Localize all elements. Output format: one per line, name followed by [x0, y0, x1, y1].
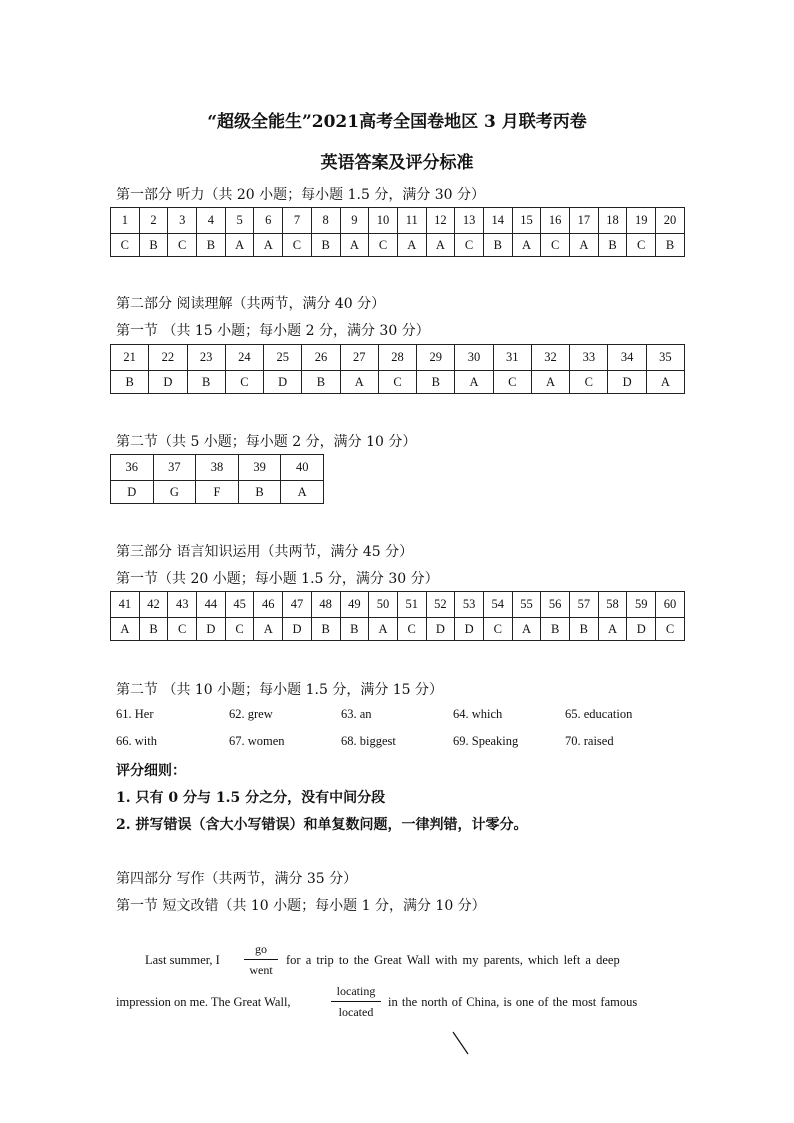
question-number: 8 — [311, 208, 340, 234]
question-number: 36 — [111, 455, 154, 481]
question-number: 41 — [111, 592, 140, 618]
question-number: 29 — [417, 345, 455, 371]
answer-letter: D — [149, 371, 187, 394]
question-number: 50 — [369, 592, 398, 618]
question-number: 17 — [570, 208, 599, 234]
question-number: 52 — [426, 592, 455, 618]
question-number: 32 — [531, 345, 569, 371]
answer-letter: A — [512, 234, 541, 257]
wrong-word: locating — [331, 984, 381, 1002]
question-number: 6 — [254, 208, 283, 234]
corrected-word: located — [338, 1005, 374, 1019]
answer-letter: B — [570, 618, 599, 641]
question-number: 56 — [541, 592, 570, 618]
part2-section2-answer-table — [110, 454, 324, 504]
answer-letter: C — [493, 371, 531, 394]
question-number: 2 — [139, 208, 168, 234]
answer-letter: D — [455, 618, 484, 641]
answer-letter: A — [512, 618, 541, 641]
part4-heading: 第四部分 写作（共两节，满分 35 分） — [116, 871, 358, 887]
answer-letter: B — [483, 234, 512, 257]
answer-letter: C — [283, 234, 312, 257]
answer-letter: A — [340, 234, 369, 257]
answer-letter: D — [111, 481, 154, 504]
answer-letter: A — [340, 371, 378, 394]
deletion-mark — [450, 1030, 472, 1058]
answer-letter: B — [656, 234, 685, 257]
question-number: 12 — [426, 208, 455, 234]
question-number-row — [111, 592, 685, 618]
answer-letter: B — [139, 234, 168, 257]
question-number: 5 — [225, 208, 254, 234]
answer-letter: C — [455, 234, 484, 257]
question-number: 16 — [541, 208, 570, 234]
question-number-row — [111, 455, 324, 481]
part4-section1-heading: 第一节 短文改错（共 10 小题；每小题 1 分，满分 10 分） — [116, 898, 486, 914]
fill-answer: 63. an — [341, 707, 372, 721]
question-number: 14 — [483, 208, 512, 234]
answer-row — [111, 618, 685, 641]
question-number: 9 — [340, 208, 369, 234]
question-number: 24 — [225, 345, 263, 371]
answer-letter: G — [153, 481, 196, 504]
wrong-word: go — [244, 942, 278, 960]
answer-letter: C — [225, 371, 263, 394]
question-number: 25 — [264, 345, 302, 371]
answer-letter: C — [541, 234, 570, 257]
answer-letter: A — [397, 234, 426, 257]
question-number: 47 — [283, 592, 312, 618]
question-number: 3 — [168, 208, 197, 234]
answer-letter: C — [168, 234, 197, 257]
question-number: 20 — [656, 208, 685, 234]
question-number: 38 — [196, 455, 239, 481]
fill-answers-row-1 — [116, 707, 682, 727]
question-number: 54 — [483, 592, 512, 618]
part2-section1-heading: 第一节 （共 15 小题；每小题 2 分，满分 30 分） — [116, 323, 430, 339]
question-number: 11 — [397, 208, 426, 234]
fill-answer: 64. which — [453, 707, 503, 721]
question-number: 39 — [238, 455, 281, 481]
question-number: 27 — [340, 345, 378, 371]
fill-answer: 65. education — [565, 707, 633, 721]
fill-answer: 67. women — [229, 734, 285, 748]
answer-letter: D — [264, 371, 302, 394]
question-number: 21 — [111, 345, 149, 371]
question-number: 34 — [608, 345, 646, 371]
question-number: 4 — [197, 208, 226, 234]
answer-letter: D — [283, 618, 312, 641]
fill-answer: 69. Speaking — [453, 734, 519, 748]
question-number: 46 — [254, 592, 283, 618]
answer-letter: C — [627, 234, 656, 257]
question-number: 7 — [283, 208, 312, 234]
answer-letter: B — [197, 234, 226, 257]
answer-letter: A — [455, 371, 493, 394]
fill-answer: 61. Her — [116, 707, 154, 721]
question-number: 19 — [627, 208, 656, 234]
answer-letter: A — [254, 618, 283, 641]
answer-row — [111, 481, 324, 504]
answer-letter: B — [311, 234, 340, 257]
page-title: “超级全能生”2021高考全国卷地区 3 月联考丙卷 — [207, 112, 587, 132]
question-number-row — [111, 208, 685, 234]
question-number: 40 — [281, 455, 324, 481]
question-number: 13 — [455, 208, 484, 234]
answer-letter: A — [598, 618, 627, 641]
part2-section1-answer-table — [110, 344, 685, 394]
answer-letter: A — [225, 234, 254, 257]
answer-letter: D — [197, 618, 226, 641]
answer-row — [111, 234, 685, 257]
question-number: 1 — [111, 208, 140, 234]
question-number: 55 — [512, 592, 541, 618]
answer-letter: B — [417, 371, 455, 394]
question-number: 45 — [225, 592, 254, 618]
answer-letter: B — [340, 618, 369, 641]
answer-row — [111, 371, 685, 394]
answer-letter: B — [598, 234, 627, 257]
question-number: 30 — [455, 345, 493, 371]
fill-answers-row-2 — [116, 734, 682, 754]
answer-letter: C — [378, 371, 416, 394]
question-number: 51 — [397, 592, 426, 618]
answer-letter: C — [369, 234, 398, 257]
part1-answer-table — [110, 207, 685, 257]
question-number: 18 — [598, 208, 627, 234]
part3-section1-answer-table — [110, 591, 685, 641]
fill-answer: 62. grew — [229, 707, 273, 721]
answer-letter: C — [397, 618, 426, 641]
question-number-row — [111, 345, 685, 371]
question-number: 60 — [656, 592, 685, 618]
answer-letter: A — [369, 618, 398, 641]
answer-letter: C — [656, 618, 685, 641]
answer-letter: B — [302, 371, 340, 394]
question-number: 15 — [512, 208, 541, 234]
question-number: 43 — [168, 592, 197, 618]
question-number: 58 — [598, 592, 627, 618]
question-number: 22 — [149, 345, 187, 371]
answer-letter: C — [111, 234, 140, 257]
question-number: 23 — [187, 345, 225, 371]
question-number: 33 — [570, 345, 608, 371]
answer-letter: F — [196, 481, 239, 504]
answer-letter: B — [187, 371, 225, 394]
passage-line-1-after: for a trip to the Great Wall with my parents, which left a deep — [286, 953, 620, 967]
answer-letter: A — [426, 234, 455, 257]
question-number: 49 — [340, 592, 369, 618]
part3-section2-heading: 第二节 （共 10 小题；每小题 1.5 分，满分 15 分） — [116, 682, 444, 698]
part3-heading: 第三部分 语言知识运用（共两节，满分 45 分） — [116, 544, 414, 560]
question-number: 53 — [455, 592, 484, 618]
passage-line-2-before: impression on me. The Great Wall, — [116, 995, 291, 1009]
question-number: 35 — [646, 345, 684, 371]
corrected-word: went — [249, 963, 273, 977]
answer-letter: A — [254, 234, 283, 257]
part2-section2-heading: 第二节（共 5 小题；每小题 2 分，满分 10 分） — [116, 434, 417, 450]
answer-letter: A — [111, 618, 140, 641]
answer-letter: C — [168, 618, 197, 641]
answer-letter: D — [627, 618, 656, 641]
question-number: 44 — [197, 592, 226, 618]
answer-letter: C — [483, 618, 512, 641]
question-number: 48 — [311, 592, 340, 618]
passage-line-2-after: in the north of China, is one of the most famous — [388, 995, 638, 1009]
page-subtitle: 英语答案及评分标准 — [320, 153, 474, 173]
passage-line-1-before: Last summer, I — [145, 953, 220, 967]
answer-letter: B — [139, 618, 168, 641]
question-number: 28 — [378, 345, 416, 371]
answer-letter: B — [111, 371, 149, 394]
answer-letter: A — [531, 371, 569, 394]
answer-letter: A — [281, 481, 324, 504]
question-number: 37 — [153, 455, 196, 481]
question-number: 57 — [570, 592, 599, 618]
correction-locating-located — [331, 984, 381, 1020]
answer-letter: B — [311, 618, 340, 641]
answer-letter: A — [570, 234, 599, 257]
question-number: 31 — [493, 345, 531, 371]
part1-heading: 第一部分 听力（共 20 小题；每小题 1.5 分，满分 30 分） — [116, 187, 486, 203]
question-number: 42 — [139, 592, 168, 618]
rule-item-1: 1. 只有 0 分与 1.5 分之分，没有中间分段 — [116, 790, 386, 806]
rules-heading: 评分细则： — [116, 763, 186, 779]
answer-letter: B — [238, 481, 281, 504]
fill-answer: 70. raised — [565, 734, 614, 748]
answer-letter: D — [608, 371, 646, 394]
correction-go-went — [244, 942, 278, 978]
question-number: 26 — [302, 345, 340, 371]
part3-section1-heading: 第一节（共 20 小题；每小题 1.5 分，满分 30 分） — [116, 571, 439, 587]
fill-answer: 68. biggest — [341, 734, 396, 748]
rule-item-2: 2. 拼写错误（含大小写错误）和单复数问题，一律判错，计零分。 — [116, 817, 528, 833]
answer-letter: A — [646, 371, 684, 394]
question-number: 10 — [369, 208, 398, 234]
answer-letter: C — [570, 371, 608, 394]
question-number: 59 — [627, 592, 656, 618]
part2-heading: 第二部分 阅读理解（共两节，满分 40 分） — [116, 296, 386, 312]
answer-letter: D — [426, 618, 455, 641]
fill-answer: 66. with — [116, 734, 157, 748]
answer-letter: C — [225, 618, 254, 641]
answer-letter: B — [541, 618, 570, 641]
